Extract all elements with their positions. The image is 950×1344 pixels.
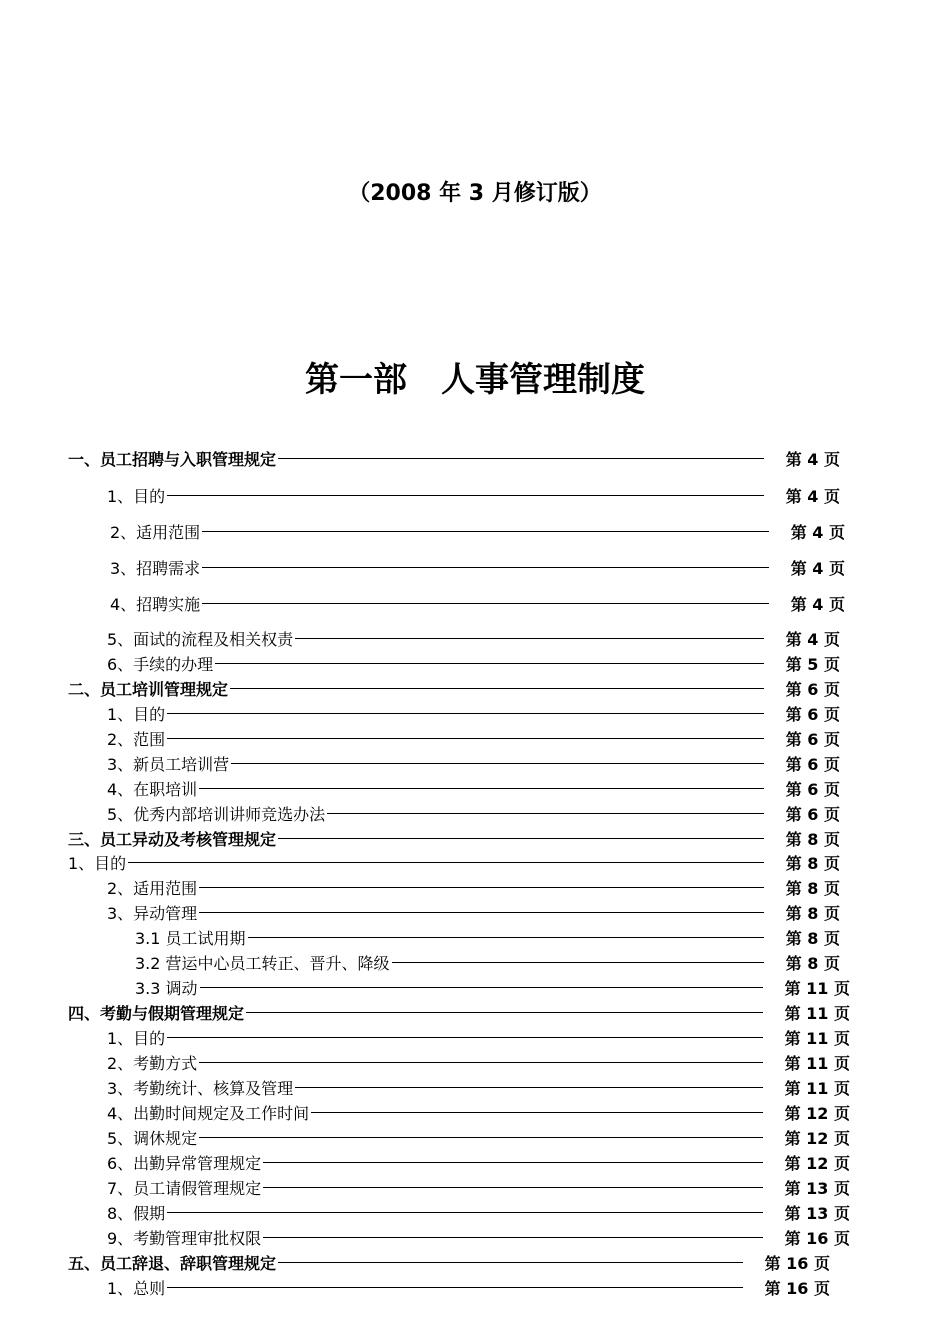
toc-leader-line — [199, 788, 764, 789]
toc-item-row — [107, 1125, 850, 1149]
toc-item-row — [107, 1100, 850, 1124]
toc-section-row — [68, 1250, 830, 1274]
toc-leader-line — [295, 1087, 762, 1088]
toc-entry-label: 1、总则 — [107, 1278, 166, 1298]
toc-entry-label: 3.2 营运中心员工转正、晋升、降级 — [135, 953, 390, 973]
toc-entry-label: 8、假期 — [107, 1203, 166, 1223]
toc-entry-label: 3.1 员工试用期 — [135, 928, 246, 948]
toc-section-row — [68, 1000, 850, 1024]
toc-entry-label: 1、目的 — [68, 853, 127, 873]
toc-leader-line — [199, 1137, 762, 1138]
toc-page-number: 第 4 页 — [785, 629, 840, 649]
toc-entry-label: 1、目的 — [107, 704, 166, 724]
toc-page-number: 第 16 页 — [764, 1253, 830, 1273]
toc-entry-label: 3、新员工培训营 — [107, 754, 230, 774]
toc-item-row — [110, 555, 845, 579]
toc-entry-label: 3.3 调动 — [135, 978, 198, 998]
toc-item-row — [107, 726, 840, 750]
toc-leader-line — [202, 567, 769, 568]
toc-item-row — [107, 1075, 850, 1099]
toc-leader-line — [199, 912, 764, 913]
toc-leader-line — [278, 1262, 743, 1263]
toc-page-number: 第 8 页 — [785, 853, 840, 873]
toc-entry-label: 三、员工异动及考核管理规定 — [68, 829, 277, 849]
toc-page-number: 第 6 页 — [785, 779, 840, 799]
toc-item-row — [107, 1150, 850, 1174]
toc-leader-line — [167, 738, 764, 739]
toc-page-number: 第 16 页 — [764, 1278, 830, 1298]
toc-item-row — [107, 751, 840, 775]
toc-section-row — [68, 446, 840, 470]
toc-entry-label: 5、优秀内部培训讲师竞选办法 — [107, 804, 326, 824]
toc-page-number: 第 4 页 — [790, 558, 845, 578]
toc-item-row — [135, 950, 840, 974]
toc-item-row — [107, 701, 840, 725]
toc-page-number: 第 11 页 — [784, 1028, 850, 1048]
toc-page-number: 第 6 页 — [785, 704, 840, 724]
edition-subtitle: （2008 年 3 月修订版） — [348, 181, 602, 206]
toc-entry-label: 4、在职培训 — [107, 779, 198, 799]
toc-leader-line — [202, 531, 769, 532]
toc-page-number: 第 11 页 — [784, 1053, 850, 1073]
toc-page-number: 第 13 页 — [784, 1178, 850, 1198]
toc-leader-line — [311, 1112, 762, 1113]
toc-entry-label: 2、范围 — [107, 729, 166, 749]
toc-leader-line — [246, 1012, 763, 1013]
toc-item-row — [107, 651, 840, 675]
toc-leader-line — [263, 1187, 762, 1188]
toc-leader-line — [392, 962, 764, 963]
toc-page-number: 第 8 页 — [785, 953, 840, 973]
toc-page-number: 第 12 页 — [784, 1103, 850, 1123]
toc-page-number: 第 4 页 — [790, 594, 845, 614]
toc-page-number: 第 4 页 — [790, 522, 845, 542]
toc-page-number: 第 6 页 — [785, 804, 840, 824]
toc-leader-line — [167, 1037, 762, 1038]
toc-leader-line — [263, 1237, 762, 1238]
toc-page-number: 第 8 页 — [785, 928, 840, 948]
toc-leader-line — [202, 603, 769, 604]
toc-section-row — [68, 826, 840, 850]
toc-entry-label: 6、出勤异常管理规定 — [107, 1153, 262, 1173]
toc-entry-label: 五、员工辞退、辞职管理规定 — [68, 1253, 277, 1273]
toc-leader-line — [278, 838, 764, 839]
toc-page-number: 第 16 页 — [784, 1228, 850, 1248]
toc-leader-line — [215, 663, 764, 664]
toc-item-row — [107, 1025, 850, 1049]
toc-entry-label: 5、面试的流程及相关权责 — [107, 629, 294, 649]
toc-entry-label: 3、招聘需求 — [110, 558, 201, 578]
toc-leader-line — [230, 688, 764, 689]
toc-item-row — [107, 900, 840, 924]
toc-page-number: 第 4 页 — [785, 486, 840, 506]
toc-leader-line — [263, 1162, 762, 1163]
toc-entry-label: 7、员工请假管理规定 — [107, 1178, 262, 1198]
toc-page-number: 第 11 页 — [784, 978, 850, 998]
toc-page-number: 第 6 页 — [785, 754, 840, 774]
toc-item-row — [135, 925, 840, 949]
toc-entry-label: 二、员工培训管理规定 — [68, 679, 229, 699]
toc-leader-line — [200, 987, 763, 988]
toc-entry-label: 一、员工招聘与入职管理规定 — [68, 449, 277, 469]
toc-leader-line — [167, 1287, 742, 1288]
toc-entry-label: 4、出勤时间规定及工作时间 — [107, 1103, 310, 1123]
toc-page-number: 第 13 页 — [784, 1203, 850, 1223]
toc-leader-line — [199, 1062, 762, 1063]
toc-leader-line — [167, 713, 764, 714]
toc-item-row — [107, 1050, 850, 1074]
toc-leader-line — [167, 1212, 762, 1213]
toc-entry-label: 1、目的 — [107, 1028, 166, 1048]
toc-page-number: 第 11 页 — [784, 1003, 850, 1023]
toc-item-row — [107, 626, 840, 650]
toc-page-number: 第 8 页 — [785, 829, 840, 849]
toc-leader-line — [327, 813, 764, 814]
toc-entry-label: 3、异动管理 — [107, 903, 198, 923]
toc-page-number: 第 11 页 — [784, 1078, 850, 1098]
toc-section-row — [68, 676, 840, 700]
toc-leader-line — [199, 887, 764, 888]
toc-leader-line — [295, 638, 764, 639]
toc-page-number: 第 4 页 — [785, 449, 840, 469]
toc-page-number: 第 12 页 — [784, 1153, 850, 1173]
toc-item-row — [107, 776, 840, 800]
toc-entry-label: 2、适用范围 — [107, 878, 198, 898]
page-title: 第一部 人事管理制度 — [305, 360, 645, 400]
toc-entry-label: 5、调休规定 — [107, 1128, 198, 1148]
toc-page-number: 第 8 页 — [785, 903, 840, 923]
toc-entry-label: 四、考勤与假期管理规定 — [68, 1003, 245, 1023]
toc-item-row — [107, 875, 840, 899]
toc-item-row — [107, 1275, 830, 1299]
toc-page-number: 第 12 页 — [784, 1128, 850, 1148]
toc-item-row — [110, 591, 845, 615]
toc-leader-line — [128, 862, 764, 863]
toc-page-number: 第 5 页 — [785, 654, 840, 674]
toc-item-row — [110, 519, 845, 543]
toc-page-number: 第 6 页 — [785, 729, 840, 749]
toc-entry-label: 2、考勤方式 — [107, 1053, 198, 1073]
toc-leader-line — [248, 937, 764, 938]
toc-entry-label: 2、适用范围 — [110, 522, 201, 542]
toc-entry-label: 9、考勤管理审批权限 — [107, 1228, 262, 1248]
toc-entry-label: 3、考勤统计、核算及管理 — [107, 1078, 294, 1098]
toc-item-row — [135, 975, 850, 999]
toc-item-row — [107, 801, 840, 825]
toc-item-row — [107, 1175, 850, 1199]
toc-item-row — [107, 483, 840, 507]
toc-leader-line — [231, 763, 764, 764]
toc-entry-label: 4、招聘实施 — [110, 594, 201, 614]
toc-item-row — [107, 1225, 850, 1249]
toc-page-number: 第 8 页 — [785, 878, 840, 898]
toc-page-number: 第 6 页 — [785, 679, 840, 699]
toc-entry-label: 6、手续的办理 — [107, 654, 214, 674]
toc-entry-label: 1、目的 — [107, 486, 166, 506]
toc-item-row — [107, 1200, 850, 1224]
toc-leader-line — [167, 495, 764, 496]
toc-item-row — [68, 850, 840, 874]
toc-leader-line — [278, 458, 764, 459]
